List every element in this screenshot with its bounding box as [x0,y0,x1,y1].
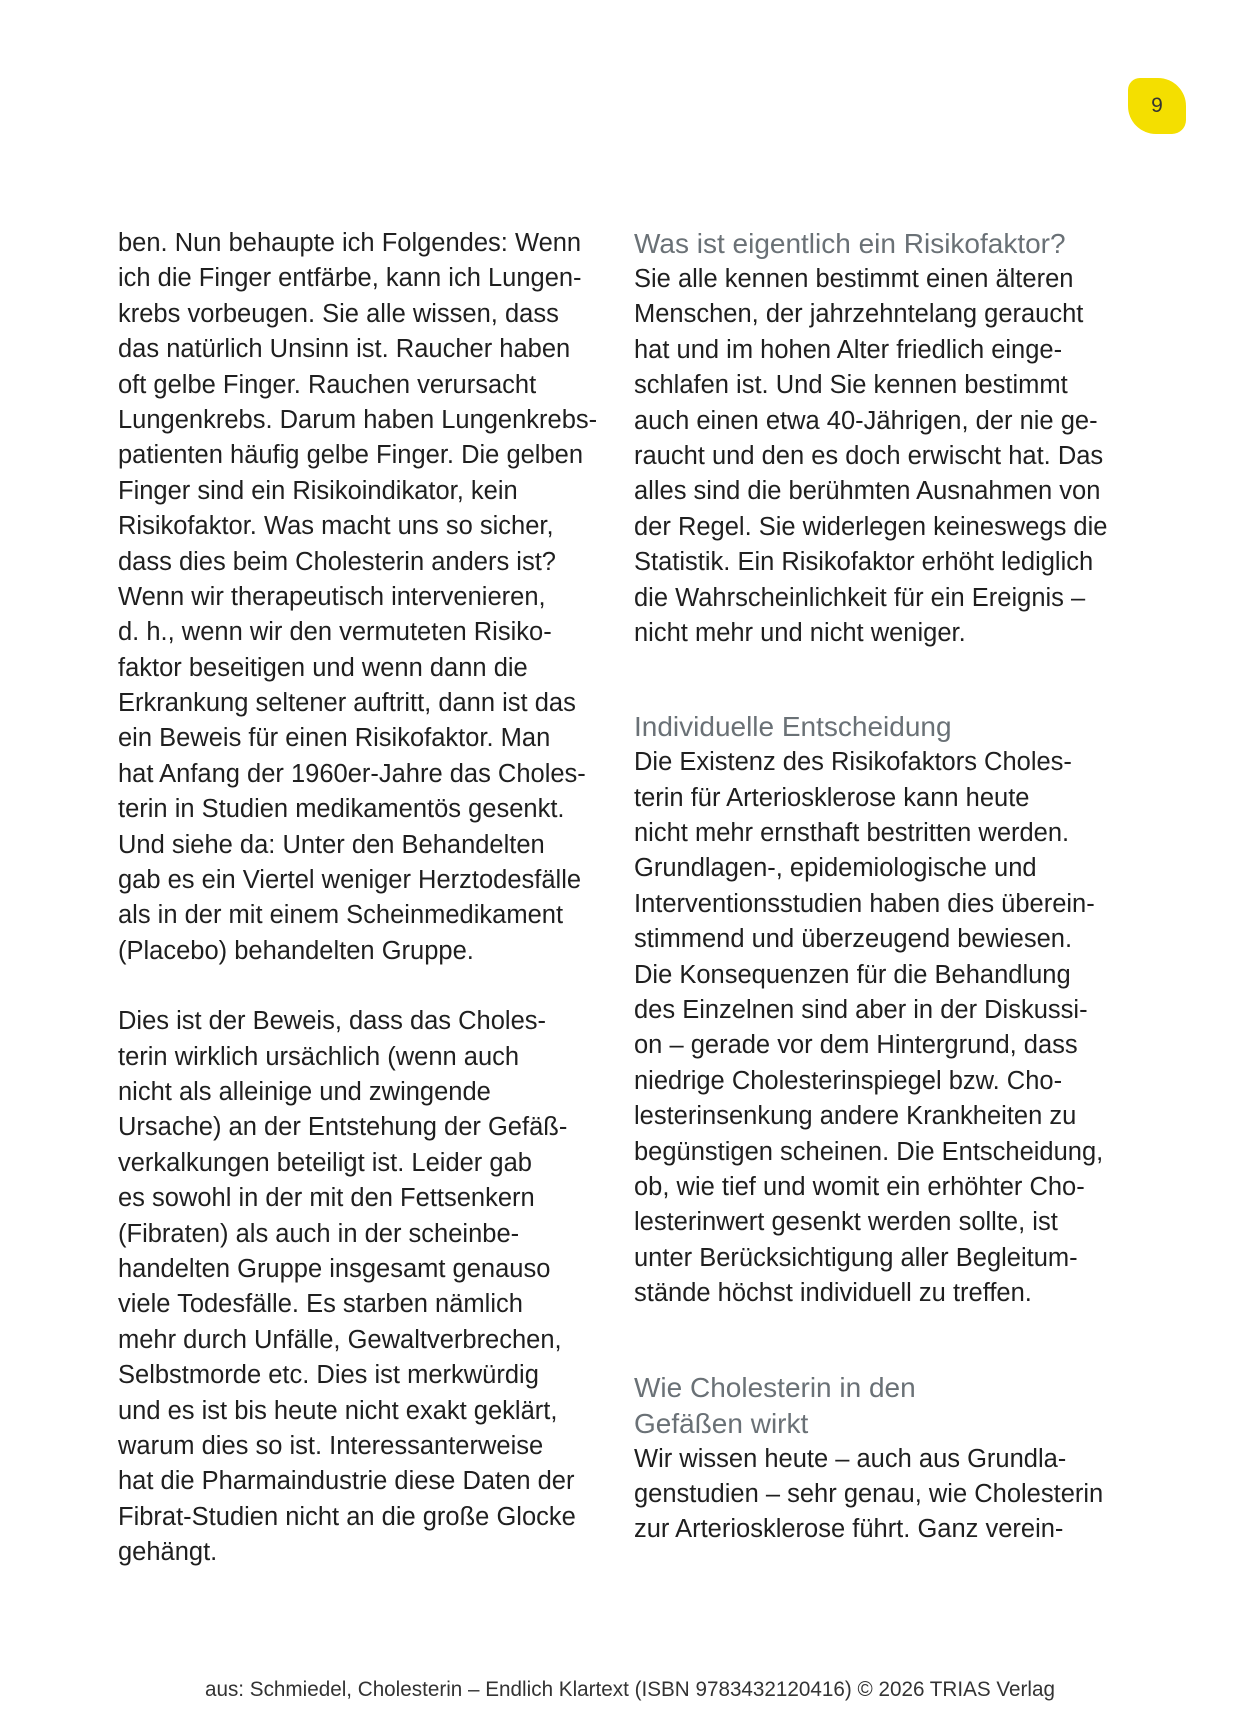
text-line: gab es ein Viertel weniger Herztodesfälle [118,866,582,895]
text-line: niedrige Cholesterinspiegel bzw. Cho- [634,1066,1063,1095]
text-line: und es ist bis heute nicht exakt geklärt, [118,1396,558,1425]
section-cholesterol-vessels [634,1370,1124,1548]
text-line: patienten häufig gelbe Finger. Die gelben [118,441,584,470]
text-line: ich die Finger entfärbe, kann ich Lungen- [118,264,582,293]
text-line: Fibrat-Studien nicht an die große Glocke [118,1502,576,1531]
text-line: terin für Arteriosklerose kann heute [634,783,1030,812]
section-risk-factor [634,226,1124,651]
text-line: raucht und den es doch erwischt hat. Das [634,441,1104,470]
text-line: zur Arteriosklerose führt. Ganz verein- [634,1515,1064,1544]
text-line: Selbstmorde etc. Dies ist merkwürdig [118,1361,539,1390]
text-line: die Wahrscheinlichkeit für ein Ereignis – [634,583,1086,612]
text-line: Wir wissen heute – auch aus Grundla- [634,1444,1067,1473]
text-line: Dies ist der Beweis, dass das Choles- [118,1007,547,1036]
section-heading [634,1370,1124,1442]
text-line: krebs vorbeugen. Sie alle wissen, dass [118,299,559,328]
paragraph [634,1442,1124,1548]
text-line: Menschen, der jahrzehntelang geraucht [634,300,1084,329]
heading-line: Gefäßen wirkt [634,1407,809,1439]
text-line: der Regel. Sie widerlegen keineswegs die [634,512,1108,541]
text-line: Sie alle kennen bestimmt einen älteren [634,265,1074,293]
text-line: Wenn wir therapeutisch intervenieren, [118,582,546,611]
text-line: hat Anfang der 1960er-Jahre das Choles- [118,759,586,788]
text-line: unter Berücksichtigung aller Begleitum- [634,1243,1078,1272]
text-line: stimmend und überzeugend bewiesen. [634,925,1073,954]
text-line: Statistik. Ein Risikofaktor erhöht lediglich [634,548,1094,577]
text-line: lesterinwert gesenkt werden sollte, ist [634,1208,1058,1237]
text-line: terin wirklich ursächlich (wenn auch [118,1042,520,1071]
text-line: das natürlich Unsinn ist. Raucher haben [118,335,571,364]
text-line: Die Konsequenzen für die Behandlung [634,960,1071,989]
section-heading [634,709,1124,745]
text-line: Interventionsstudien haben dies überein- [634,889,1095,918]
text-line: viele Todesfälle. Es starben nämlich [118,1290,523,1319]
text-line: on – gerade vor dem Hintergrund, dass [634,1031,1078,1060]
text-line: als in der mit einem Scheinmedikament [118,901,564,930]
text-line: d. h., wenn wir den vermuteten Risiko- [118,618,552,647]
text-line: handelten Gruppe insgesamt genauso [118,1254,551,1283]
text-line: genstudien – sehr genau, wie Cholesterin [634,1479,1104,1508]
right-column [634,226,1124,1548]
paragraph [634,745,1124,1311]
heading-line: Wie Cholesterin in den [634,1371,916,1403]
text-line: gehängt. [118,1538,218,1567]
text-line: Grundlagen-, epidemiologische und [634,854,1037,883]
text-line: stände höchst individuell zu treffen. [634,1279,1032,1308]
text-line: nicht mehr ernsthaft bestritten werden. [634,819,1070,848]
text-line: Ursache) an der Entstehung der Gefäß- [118,1113,568,1142]
text-line: es sowohl in der mit den Fettsenkern [118,1184,535,1213]
text-line: ben. Nun behaupte ich Folgendes: Wenn [118,229,582,257]
paragraph [118,1004,598,1570]
text-line: faktor beseitigen und wenn dann die [118,653,528,682]
heading-line: Individuelle Entscheidung [634,711,952,743]
text-line: warum dies so ist. Interessanterweise [118,1431,544,1460]
text-line: hat und im hohen Alter friedlich einge- [634,335,1063,364]
text-line: Lungenkrebs. Darum haben Lungenkrebs- [118,405,598,434]
text-line: verkalkungen beteiligt ist. Leider gab [118,1148,532,1177]
text-line: ein Beweis für einen Risikofaktor. Man [118,724,551,753]
text-line: lesterinsenkung andere Krankheiten zu [634,1102,1077,1131]
text-line: Die Existenz des Risikofaktors Choles- [634,748,1072,777]
text-line: nicht als alleinige und zwingende [118,1077,491,1106]
text-line: hat die Pharmaindustrie diese Daten der [118,1467,575,1496]
text-line: Finger sind ein Risikoindikator, kein [118,476,518,505]
text-line: dass dies beim Cholesterin anders ist? [118,547,556,576]
text-line: (Fibraten) als auch in der scheinbe- [118,1219,520,1248]
text-line: mehr durch Unfälle, Gewaltverbrechen, [118,1325,562,1354]
text-line: Und siehe da: Unter den Behandelten [118,830,545,859]
text-line: nicht mehr und nicht weniger. [634,618,966,647]
text-line: des Einzelnen sind aber in der Diskussi- [634,996,1088,1025]
text-line: oft gelbe Finger. Rauchen verursacht [118,370,537,399]
text-line: alles sind die berühmten Ausnahmen von [634,477,1101,506]
text-line: ob, wie tief und womit ein erhöhter Cho- [634,1172,1085,1201]
text-line: begünstigen scheinen. Die Entscheidung, [634,1137,1104,1166]
section-individual-decision [634,709,1124,1311]
text-line: schlafen ist. Und Sie kennen bestimmt [634,371,1068,400]
left-column [118,226,598,1570]
text-line: (Placebo) behandelten Gruppe. [118,936,474,965]
text-line: Erkrankung seltener auftritt, dann ist das [118,689,576,718]
text-line: auch einen etwa 40-Jährigen, der nie ge- [634,406,1098,435]
text-line: terin in Studien medikamentös gesenkt. [118,795,565,824]
text-line: Risikofaktor. Was macht uns so sicher, [118,512,554,541]
paragraph [118,226,598,969]
page-number-badge [1128,78,1186,134]
heading-line: Was ist eigentlich ein Risikofaktor? [634,228,1066,259]
section-heading [634,226,1124,262]
footer-citation: aus: Schmiedel, Cholesterin – Endlich Klartext (ISBN 9783432120416) © 2026 TRIAS Verlag [204,1678,1056,1701]
page-number: 9 [1151,94,1163,117]
paragraph [634,262,1124,651]
